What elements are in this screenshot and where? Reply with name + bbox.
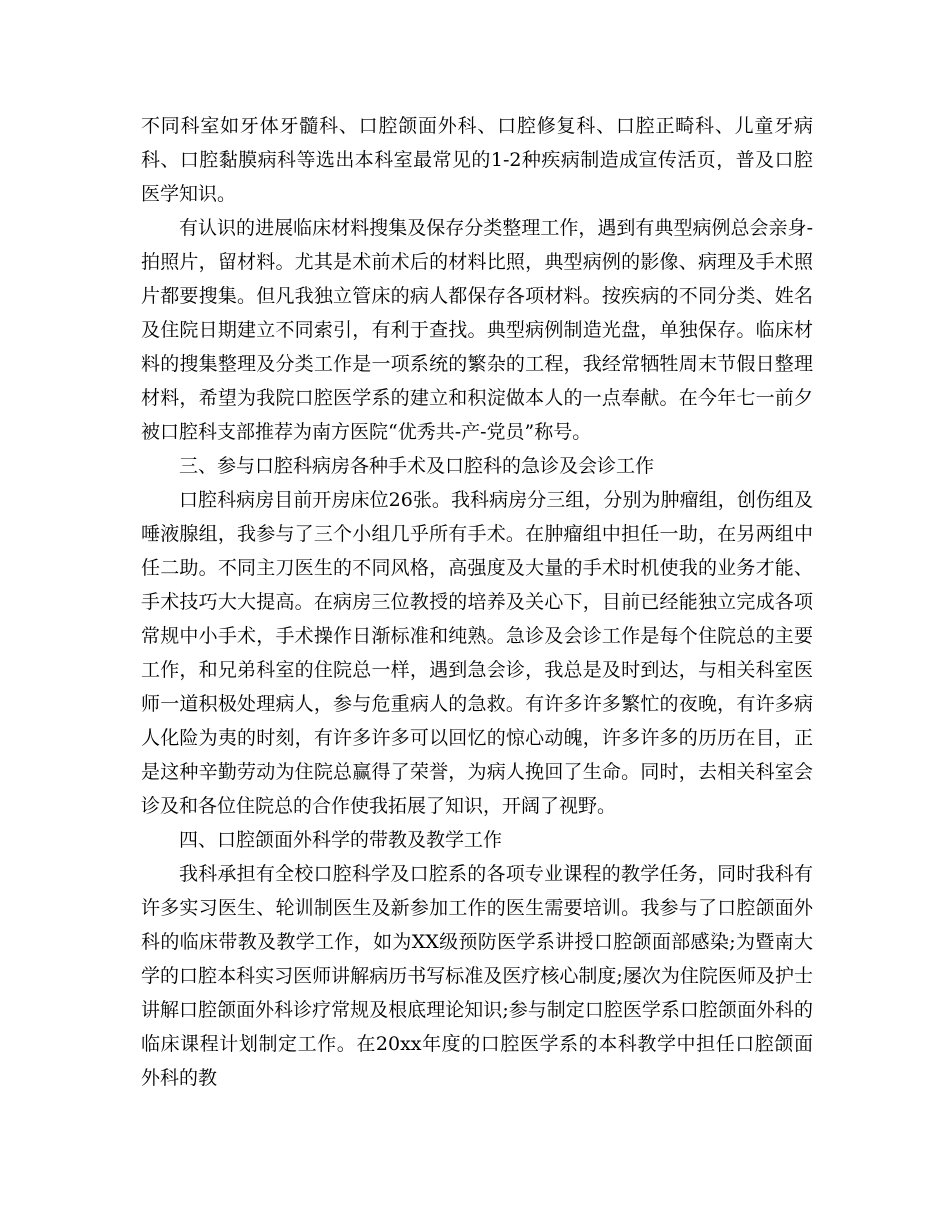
paragraph: 我科承担有全校口腔科学及口腔系的各项专业课程的教学任务，同时我科有许多实习医生、轮训制医生及新参加工作的医生需要培训。我参与了口腔颌面外科的临床带教及教学工作，如为XX级预防医学系讲授口腔颌面部感染;为暨南大学的口腔本科实习医师讲解病历书写标准及医疗核心制度;屡次为住院医师及护士讲解口腔颌面外科诊疗常规及根底理论知识;参与制定口腔医学系口腔颌面外科的临床课程计划制定工作。在20xx年度的口腔医学系的本科教学中担任口腔颌面外科的教 — [141, 863, 813, 1089]
paragraph: 有认识的进展临床材料搜集及保存分类整理工作，遇到有典型病例总会亲身-拍照片，留材料。尤其是术前术后的材料比照，典型病例的影像、病理及手术照片都要搜集。但凡我独立管床的病人都保存各项材料。按疾病的不同分类、姓名及住院日期建立不同索引，有利于查找。典型病例制造光盘，单独保存。临床材料的搜集整理及分类工作是一项系统的繁杂的工程，我经常牺牲周末节假日整理材料，希望为我院口腔医学系的建立和积淀做本人的一点奉献。在今年七一前夕被口腔科支部推荐为南方医院“优秀共-产-党员”称号。 — [141, 217, 813, 443]
section-heading: 四、口腔颌面外科学的带教及教学工作 — [179, 829, 503, 851]
section-heading: 三、参与口腔科病房各种手术及口腔科的急诊及会诊工作 — [179, 455, 655, 477]
document-body — [141, 109, 813, 1095]
paragraph: 不同科室如牙体牙髓科、口腔颌面外科、口腔修复科、口腔正畸科、儿童牙病科、口腔黏膜病科等选出本科室最常见的1-2种疾病制造成宣传活页，普及口腔医学知识。 — [141, 115, 813, 205]
paragraph: 口腔科病房目前开房床位26张。我科病房分三组，分别为肿瘤组，创伤组及唾液腺组，我参与了三个小组几乎所有手术。在肿瘤组中担任一助，在另两组中任二助。不同主刀医生的不同风格，高强度及大量的手术时机使我的业务才能、手术技巧大大提高。在病房三位教授的培养及关心下，目前已经能独立完成各项常规中小手术，手术操作日渐标准和纯熟。急诊及会诊工作是每个住院总的主要工作，和兄弟科室的住院总一样，遇到急会诊，我总是及时到达，与相关科室医师一道积极处理病人，参与危重病人的急救。有许多许多繁忙的夜晚，有许多病人化险为夷的时刻，有许多许多可以回忆的惊心动魄，许多许多的历历在目，正是这种辛勤劳动为住院总赢得了荣誉，为病人挽回了生命。同时，去相关科室会诊及和各位住院总的合作使我拓展了知识，开阔了视野。 — [141, 489, 813, 817]
